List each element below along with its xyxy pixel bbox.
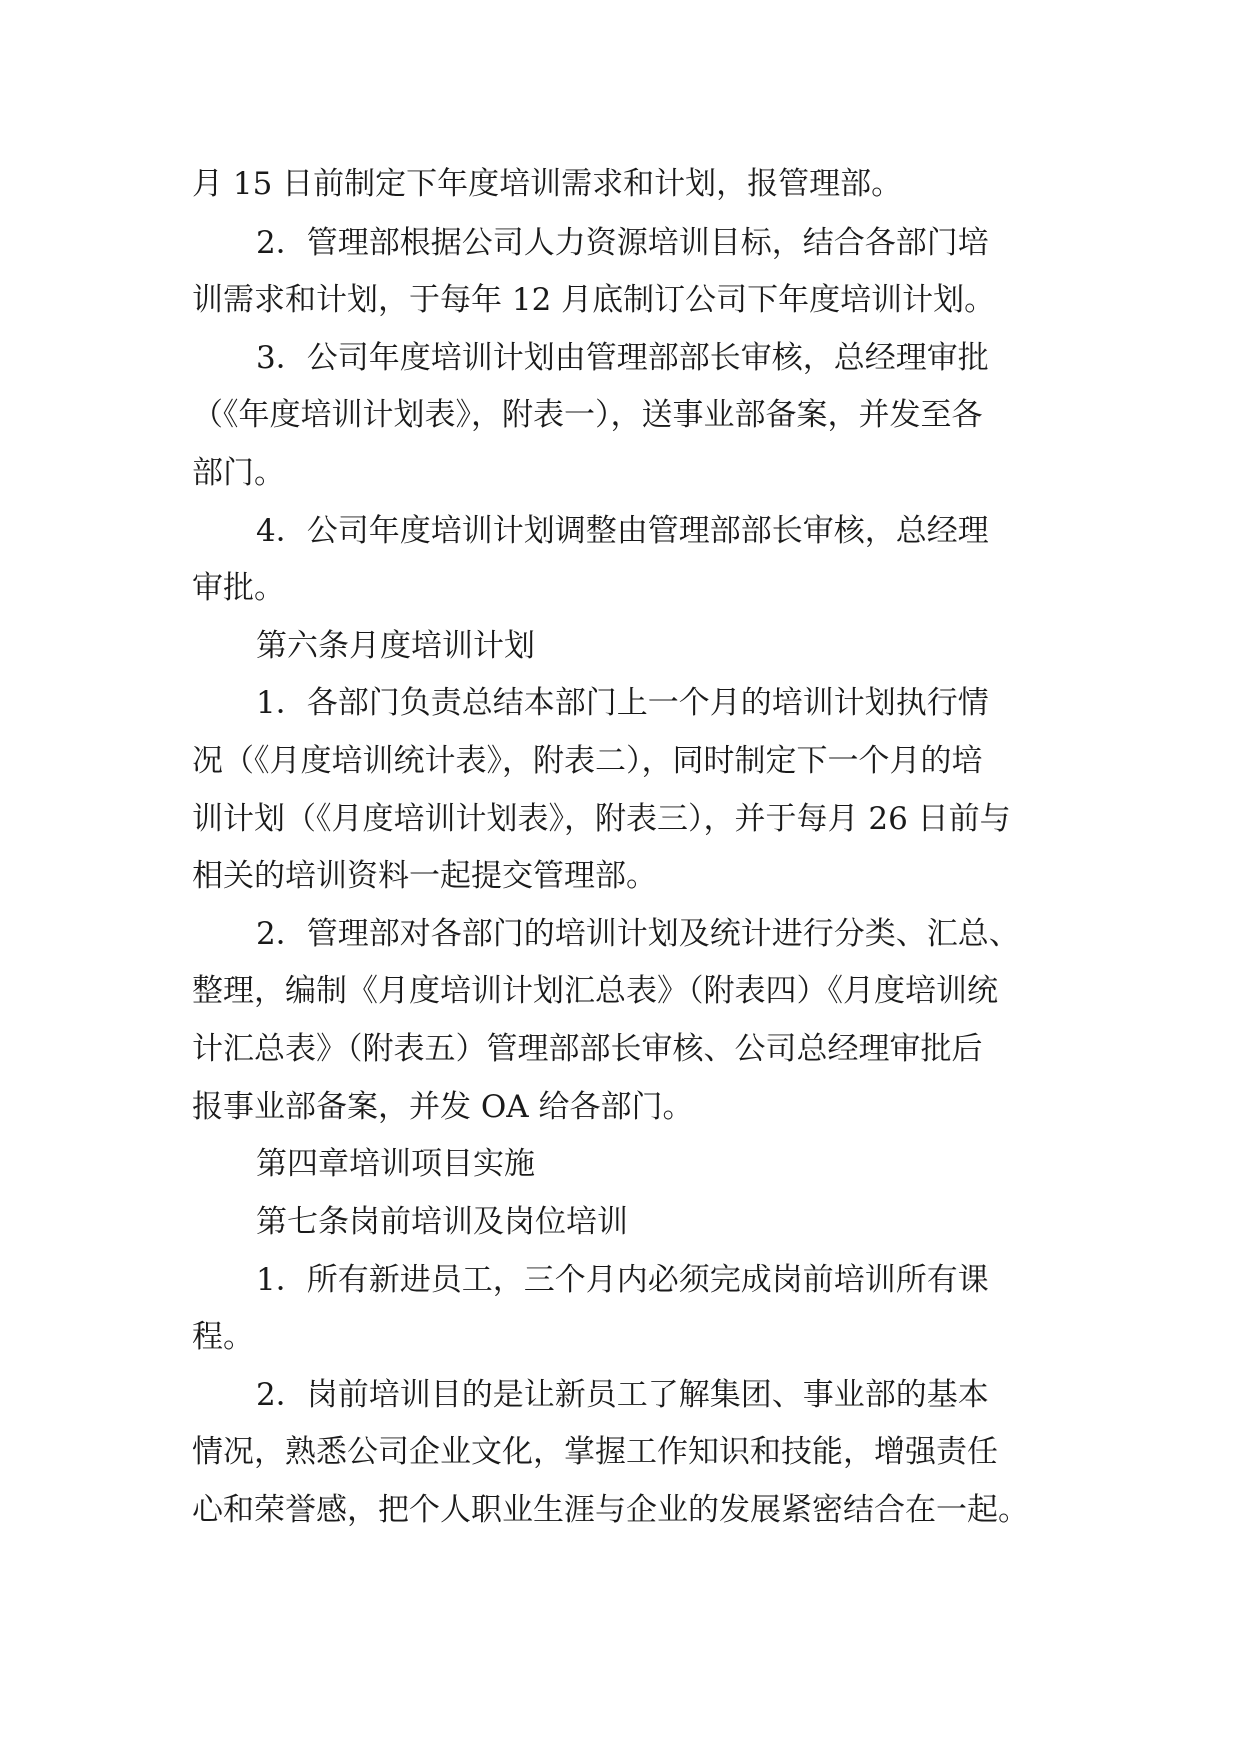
text-line: 况（《月度培训统计表》，附表二），同时制定下一个月的培 [192,743,983,779]
text-line: 报事业部备案，并发 OA 给各部门。 [192,1089,694,1125]
text-line: 心和荣誉感，把个人职业生涯与企业的发展紧密结合在一起。 [192,1492,1029,1528]
text-line: 相关的培训资料一起提交管理部。 [192,858,657,894]
text-line: 3．公司年度培训计划由管理部部长审核，总经理审批 [256,340,989,376]
section-heading: 第七条岗前培训及岗位培训 [256,1204,628,1240]
text-line: 计汇总表》（附表五）管理部部长审核、公司总经理审批后 [192,1031,983,1067]
text-line: 2．岗前培训目的是让新员工了解集团、事业部的基本 [256,1377,989,1413]
text-line: 1．各部门负责总结本部门上一个月的培训计划执行情 [256,685,989,721]
text-line: 2．管理部根据公司人力资源培训目标，结合各部门培 [256,225,989,261]
text-line: 4．公司年度培训计划调整由管理部部长审核，总经理 [256,513,989,549]
text-line: （《年度培训计划表》，附表一），送事业部备案，并发至各 [192,397,983,433]
text-line: 整理，编制《月度培训计划汇总表》（附表四）《月度培训统 [192,973,998,1009]
text-line: 1．所有新进员工，三个月内必须完成岗前培训所有课 [256,1262,989,1298]
text-line: 训需求和计划，于每年 12 月底制订公司下年度培训计划。 [192,282,996,318]
text-line: 情况，熟悉公司企业文化，掌握工作知识和技能，增强责任 [192,1434,998,1470]
text-line: 训计划（《月度培训计划表》，附表三），并于每月 26 日前与 [192,801,1011,837]
text-line: 月 15 日前制定下年度培训需求和计划，报管理部。 [192,166,903,202]
text-line: 程。 [192,1319,254,1355]
chapter-heading: 第四章培训项目实施 [256,1146,535,1182]
section-heading: 第六条月度培训计划 [256,628,535,664]
text-line: 2．管理部对各部门的培训计划及统计进行分类、汇总、 [256,916,1020,952]
text-line: 部门。 [192,455,285,491]
text-line: 审批。 [192,570,285,606]
